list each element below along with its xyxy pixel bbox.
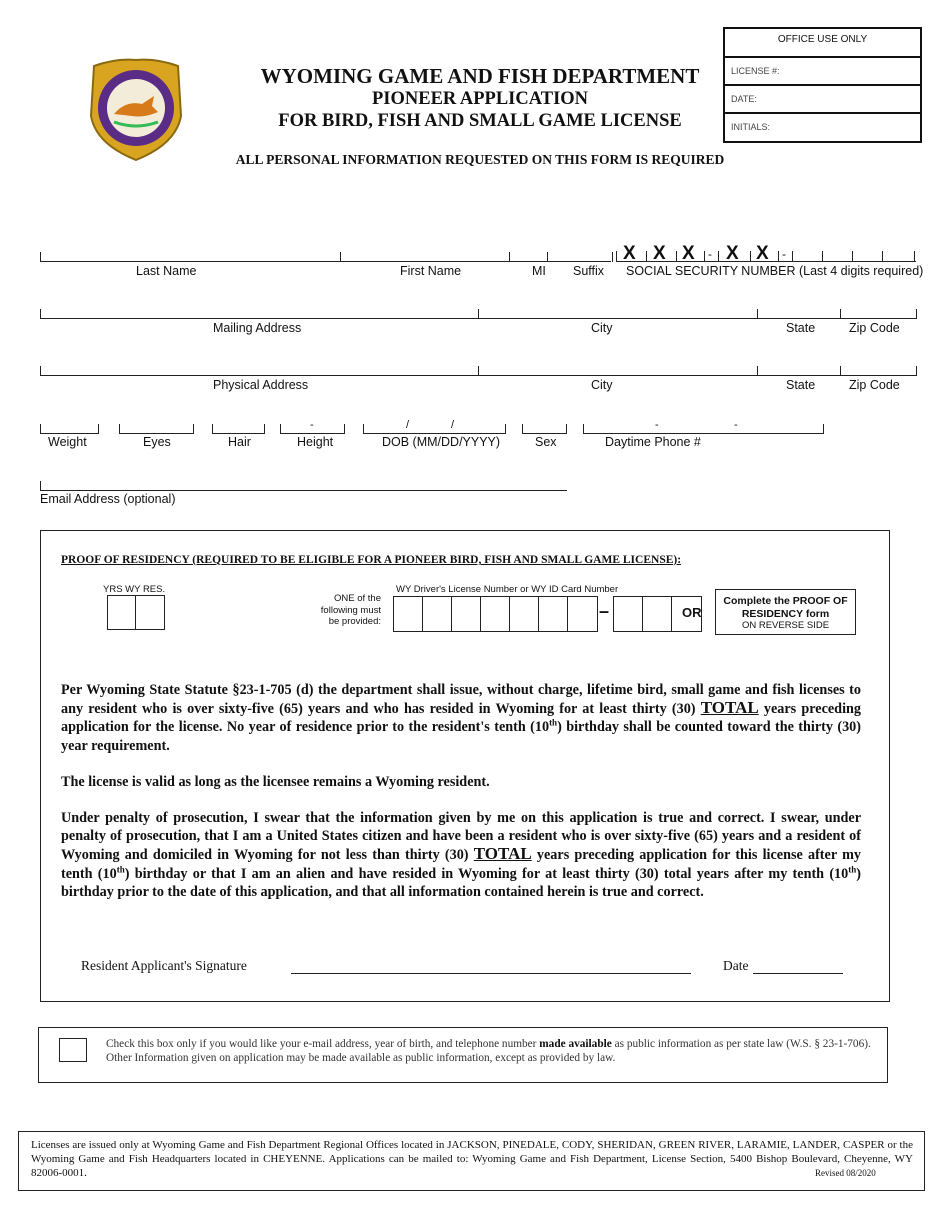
mailing-zip-line[interactable] xyxy=(841,318,917,319)
yrs-res-digit-2[interactable] xyxy=(135,595,165,630)
height-line[interactable] xyxy=(280,433,344,434)
ssn-x-3: X xyxy=(682,243,695,264)
physical-zip-line[interactable] xyxy=(841,375,917,376)
signature-label: Resident Applicant's Signature xyxy=(81,958,247,973)
required-note: ALL PERSONAL INFORMATION REQUESTED ON THIS FORM IS REQUIRED xyxy=(235,152,725,167)
yrs-res-label: YRS WY RES. xyxy=(103,584,166,595)
ssn-digit-1[interactable] xyxy=(793,251,821,261)
one-of-label: ONE of the following must be provided: xyxy=(320,593,381,627)
office-use-box xyxy=(723,27,922,143)
complete-proof-box: Complete the PROOF OF RESIDENCY form ON REVERSE SIDE xyxy=(715,589,856,635)
ssn-dash-1: - xyxy=(708,247,712,261)
sex-label: Sex xyxy=(535,435,557,449)
hair-label: Hair xyxy=(228,435,251,449)
mailing-zip-label: Zip Code xyxy=(849,321,900,335)
ssn-label: SOCIAL SECURITY NUMBER (Last 4 digits required) xyxy=(626,264,924,278)
mailing-address-line[interactable] xyxy=(40,318,478,319)
residency-box xyxy=(40,530,890,1002)
dl-digit-6[interactable] xyxy=(538,596,569,632)
public-info-checkbox[interactable] xyxy=(59,1038,87,1062)
weight-line[interactable] xyxy=(40,433,98,434)
valid-statement: The license is valid as long as the licensee remains a Wyoming resident. xyxy=(61,773,490,790)
ssn-x-2: X xyxy=(653,243,666,264)
public-info-text: Check this box only if you would like your e-mail address, year of birth, and telephone number made available as public information as per state law (W.S. § 23-1-706). Other Information given on application may be made available as public information, except as provided by law. xyxy=(106,1038,871,1064)
ssn-digit-4[interactable] xyxy=(883,251,913,261)
dl-digit-5[interactable] xyxy=(509,596,540,632)
dl-digit-3[interactable] xyxy=(451,596,482,632)
dl-digit-1[interactable] xyxy=(393,596,424,632)
date-label: Date xyxy=(723,958,749,973)
physical-zip-label: Zip Code xyxy=(849,378,900,392)
public-info-box xyxy=(38,1027,888,1083)
dob-slash-2: / xyxy=(451,419,455,431)
office-use-title: OFFICE USE ONLY xyxy=(725,29,920,58)
suffix-line[interactable] xyxy=(548,261,611,262)
dl-digit-2[interactable] xyxy=(422,596,453,632)
footer-box xyxy=(18,1131,925,1191)
physical-state-line[interactable] xyxy=(758,375,840,376)
phone-line[interactable] xyxy=(583,433,823,434)
first-name-line[interactable] xyxy=(341,261,509,262)
footer-text: Licenses are issued only at Wyoming Game and Fish Department Regional Offices located in JACKSON, PINEDALE, CODY, SHERIDAN, GREEN RIVER, LARAMIE, LANDER, CASPER or the Wyoming Game and Fish Headquarters located in CHEYENNE. Applications can be mailed to: Wyoming Game and Fish Department, License Section, 5400 Bishop Boulevard, Cheyenne, WY 82006-0001. xyxy=(31,1139,913,1179)
physical-city-line[interactable] xyxy=(479,375,757,376)
height-label: Height xyxy=(297,435,334,449)
revised-label: Revised 08/2020 xyxy=(815,1168,876,1178)
dl-digit-8[interactable] xyxy=(613,596,644,632)
yrs-res-digit-1[interactable] xyxy=(107,595,137,630)
wgfd-badge-logo xyxy=(86,56,186,164)
physical-city-label: City xyxy=(591,378,613,392)
hair-line[interactable] xyxy=(212,433,264,434)
mailing-state-label: State xyxy=(786,321,816,335)
mi-line[interactable] xyxy=(510,261,547,262)
residency-heading: PROOF OF RESIDENCY (REQUIRED TO BE ELIGIBLE FOR A PIONEER BIRD, FISH AND SMALL GAME LICENSE): xyxy=(61,554,682,566)
last-name-label: Last Name xyxy=(136,264,197,278)
dl-digit-4[interactable] xyxy=(480,596,511,632)
first-name-label: First Name xyxy=(400,264,462,278)
dob-line[interactable] xyxy=(363,433,505,434)
mailing-state-line[interactable] xyxy=(758,318,840,319)
dept-title: WYOMING GAME AND FISH DEPARTMENT xyxy=(260,64,700,88)
office-initials-field[interactable]: INITIALS: xyxy=(731,122,771,132)
phone-dash-1: - xyxy=(655,419,659,431)
physical-state-label: State xyxy=(786,378,816,392)
phone-dash-2: - xyxy=(734,419,738,431)
ssn-dash-2: - xyxy=(782,247,786,261)
statute-text: Per Wyoming State Statute §23-1-705 (d) the department shall issue, without charge, lifetime bird, small game and fish licenses to any resident who is over sixty-five (65) years and who has resided in Wyoming for at least thirty (30) TOTAL years preceding application for the license. No year of residence prior to the resident's tenth (10th) birthday shall be counted toward the thirty (30) year requirement. The license is valid as long as the licensee remains a Wyoming resident. Under penalty of prosecution, I swear that the information given by me on this application is true and correct. I swear, under penalty of prosecution, that I am a United States citizen and have been a resident who is over sixty-five (65) years and a resident of Wyoming and domiciled in Wyoming for not less than thirty (30) TOTAL years preceding application for this license after my tenth (10th) birthday or that I am an alien and have resided in Wyoming for at least thirty (30) total years after my tenth (10th) birthday prior to the date of this application, and that all information contained herein is true and correct. xyxy=(61,682,861,900)
email-line[interactable] xyxy=(40,490,567,491)
suffix-label: Suffix xyxy=(573,264,605,278)
height-dash: - xyxy=(310,419,314,431)
ssn-digit-2[interactable] xyxy=(823,251,851,261)
dob-slash-1: / xyxy=(406,419,410,431)
dl-digit-9[interactable] xyxy=(642,596,673,632)
or-label: OR xyxy=(682,605,702,620)
physical-address-line[interactable] xyxy=(40,375,478,376)
ssn-x-5: X xyxy=(756,243,769,264)
mailing-city-label: City xyxy=(591,321,613,335)
ssn-x-4: X xyxy=(726,243,739,264)
form-title-line-3: FOR BIRD, FISH AND SMALL GAME LICENSE xyxy=(278,111,682,131)
dl-dash: – xyxy=(598,601,609,621)
office-license-field[interactable]: LICENSE #: xyxy=(725,58,920,86)
eyes-label: Eyes xyxy=(143,435,171,449)
form-title-line-2: PIONEER APPLICATION xyxy=(371,89,589,109)
mailing-city-line[interactable] xyxy=(479,318,757,319)
dl-label: WY Driver's License Number or WY ID Card Number xyxy=(396,584,619,595)
sex-line[interactable] xyxy=(522,433,566,434)
eyes-line[interactable] xyxy=(119,433,193,434)
mailing-address-label: Mailing Address xyxy=(213,321,302,335)
signature-line[interactable] xyxy=(291,973,691,974)
dob-label: DOB (MM/DD/YYYY) xyxy=(382,435,501,449)
ssn-x-1: X xyxy=(623,243,636,264)
office-date-field[interactable]: DATE: xyxy=(725,86,920,114)
last-name-line[interactable] xyxy=(40,261,340,262)
weight-label: Weight xyxy=(48,435,87,449)
email-label: Email Address (optional) xyxy=(40,492,176,506)
mi-label: MI xyxy=(532,264,546,278)
physical-address-label: Physical Address xyxy=(213,378,309,392)
date-line[interactable] xyxy=(753,973,843,974)
ssn-digit-3[interactable] xyxy=(853,251,881,261)
phone-label: Daytime Phone # xyxy=(605,435,701,449)
